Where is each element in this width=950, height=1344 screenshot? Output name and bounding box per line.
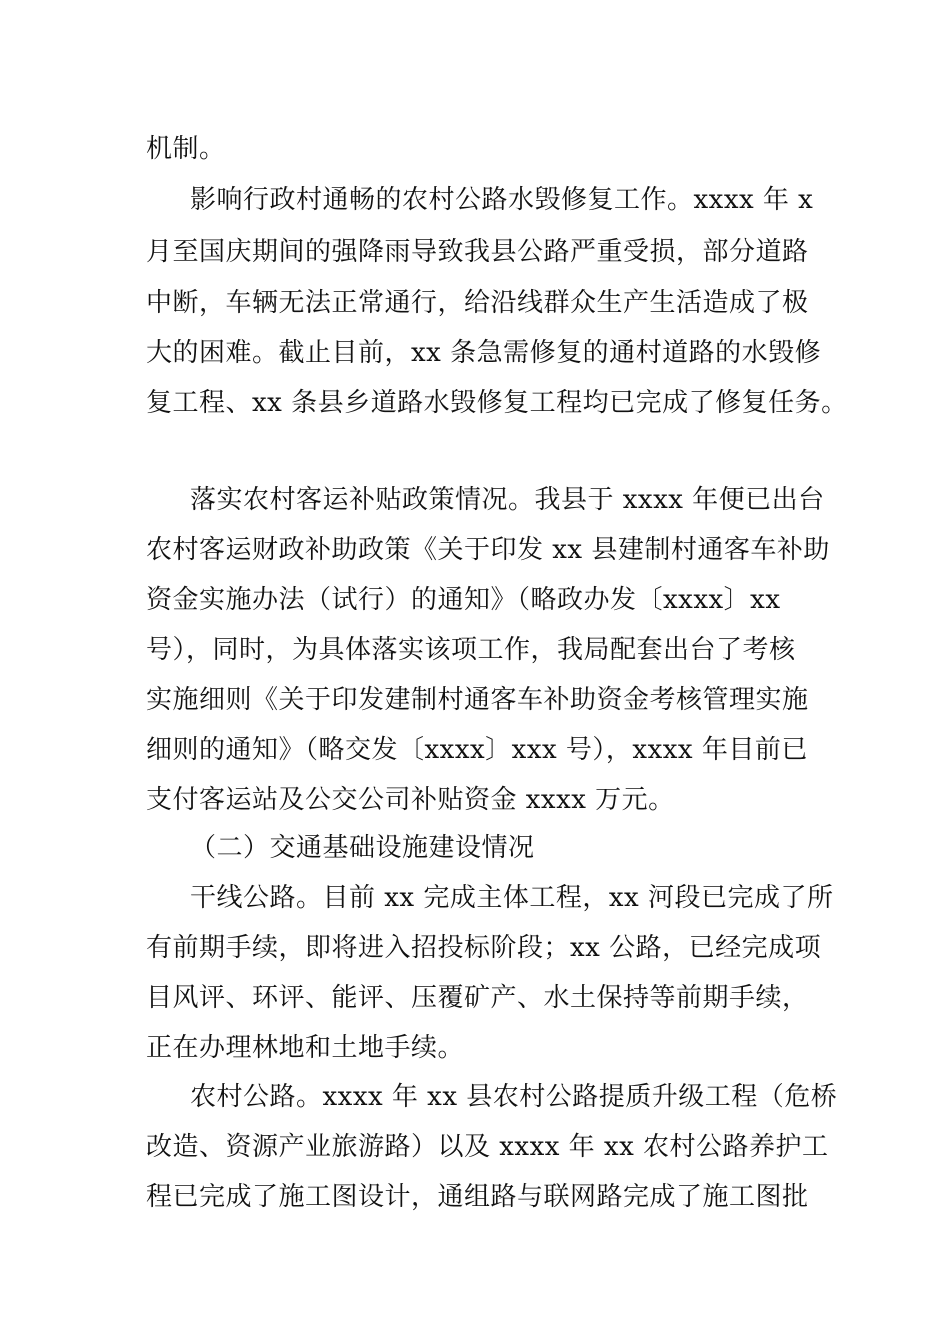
text-line: 有前期手续，即将进入招投标阶段；xx 公路，已经完成项 (146, 933, 822, 963)
paragraph-start-line: 落实农村客运补贴政策情况。我县于 xxxx 年便已出台 (190, 485, 825, 515)
text-line: 大的困难。截止目前，xx 条急需修复的通村道路的水毁修 (146, 338, 822, 368)
text-line: 改造、资源产业旅游路）以及 xxxx 年 xx 农村公路养护工 (146, 1132, 829, 1162)
text-line: 资金实施办法（试行）的通知》（略政办发〔xxxx〕xx (146, 585, 781, 615)
text-line: 农村客运财政补助政策《关于印发 xx 县建制村通客车补助 (146, 535, 830, 565)
text-line: 月至国庆期间的强降雨导致我县公路严重受损，部分道路 (146, 237, 809, 267)
paragraph-start-line: 干线公路。目前 xx 完成主体工程，xx 河段已完成了所 (190, 883, 834, 913)
paragraph-start-line: 农村公路。xxxx 年 xx 县农村公路提质升级工程（危桥 (190, 1082, 838, 1112)
text-line: 号），同时，为具体落实该项工作，我局配套出台了考核 (146, 635, 796, 665)
text-line: 机制。 (146, 134, 226, 164)
text-line: 正在办理林地和土地手续。 (146, 1033, 465, 1063)
section-heading: （二）交通基础设施建设情况 (190, 833, 535, 863)
text-line: 复工程、xx 条县乡道路水毁修复工程均已完成了修复任务。 (146, 388, 848, 418)
text-line: 中断，车辆无法正常通行，给沿线群众生产生活造成了极 (146, 288, 809, 318)
text-line: 目风评、环评、能评、压覆矿产、水土保持等前期手续， (146, 983, 809, 1013)
text-line: 细则的通知》（略交发〔xxxx〕xxx 号），xxxx 年目前已 (146, 735, 808, 765)
text-line: 支付客运站及公交公司补贴资金 xxxx 万元。 (146, 785, 675, 815)
text-line: 程已完成了施工图设计，通组路与联网路完成了施工图批 (146, 1182, 809, 1212)
paragraph-start-line: 影响行政村通畅的农村公路水毁修复工作。xxxx 年 x (190, 185, 814, 215)
text-line: 实施细则《关于印发建制村通客车补助资金考核管理实施 (146, 685, 809, 715)
